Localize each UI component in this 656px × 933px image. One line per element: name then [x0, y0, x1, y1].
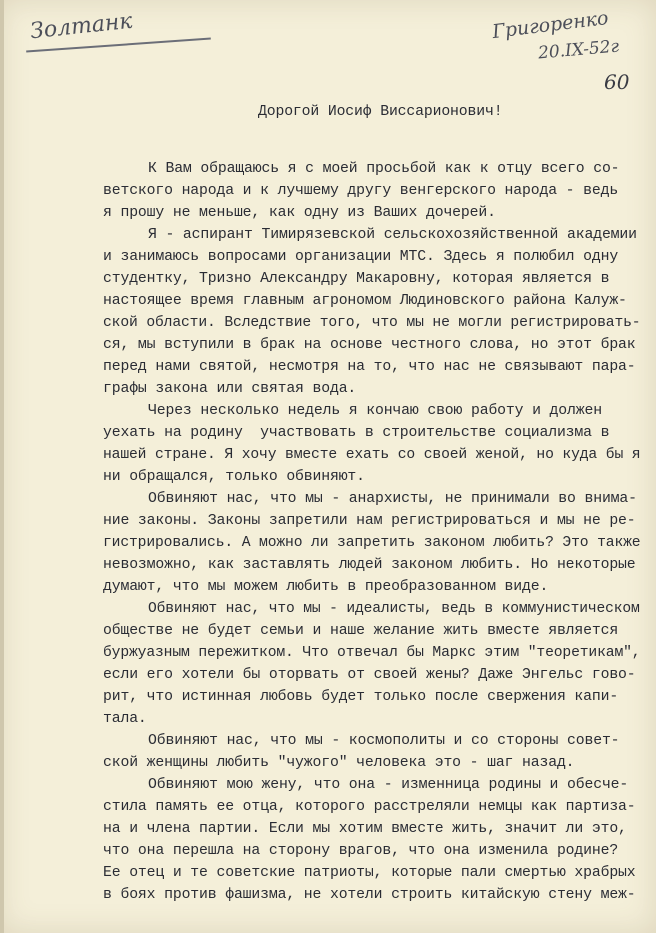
- text-line: обществе не будет семьи и наше желание жить вместе является: [103, 623, 619, 639]
- text-line: в боях против фашизма, не хотели строить китайскую стену меж-: [103, 887, 636, 903]
- text-line: ской области. Вследствие того, что мы не могли регистрировать-: [103, 315, 641, 331]
- text-line: К Вам обращаюсь я с моей просьбой как к отцу всего со-: [148, 161, 620, 177]
- page-edge: [0, 0, 4, 933]
- text-line: Обвиняют нас, что мы - идеалисты, ведь в коммунистическом: [148, 601, 640, 617]
- text-line: перед нами святой, несмотря на то, что нас не связывают пара-: [103, 359, 636, 375]
- text-line: невозможно, как заставлять людей законом любить. Но некоторые: [103, 557, 636, 573]
- text-line: Обвиняют мою жену, что она - изменница родины и обесче-: [148, 777, 629, 793]
- text-line: Обвиняют нас, что мы - космополиты и со стороны совет-: [148, 733, 620, 749]
- text-line: уехать на родину участвовать в строительстве социализма в: [103, 425, 610, 441]
- handwritten-note-left: Золтанк: [28, 8, 134, 45]
- text-line: Я - аспирант Тимирязевской сельскохозяйственной академии: [148, 227, 637, 243]
- text-line: ние законы. Законы запретили нам регистрироваться и мы не ре-: [103, 513, 636, 529]
- page-number: 60: [604, 70, 630, 94]
- text-line: и занимаюсь вопросами организации МТС. Здесь я полюбил одну: [103, 249, 619, 265]
- handwritten-note-right: Григоренко: [491, 6, 610, 44]
- text-line: нашей стране. Я хочу вместе ехать со своей женой, но куда бы я: [103, 447, 641, 463]
- text-line: если его хотели бы оторвать от своей жены? Даже Энгельс гово-: [103, 667, 636, 683]
- text-line: что она перешла на сторону врагов, что она изменила родине?: [103, 843, 619, 859]
- text-line: ся, мы вступили в брак на основе честного слова, но этот брак: [103, 337, 636, 353]
- text-line: тала.: [103, 711, 147, 727]
- text-line: ни обращался, только обвиняют.: [103, 469, 365, 485]
- text-line: стила память ее отца, которого расстреляли немцы как партиза-: [103, 799, 636, 815]
- text-line: на и члена партии. Если мы хотим вместе жить, значит ли это,: [103, 821, 627, 837]
- text-line: настоящее время главным агрономом Людиновского района Калуж-: [103, 293, 627, 309]
- text-line: Через несколько недель я кончаю свою работу и должен: [148, 403, 602, 419]
- text-line: рит, что истинная любовь будет только после свержения капи-: [103, 689, 619, 705]
- text-line: я прошу не меньше, как одну из Ваших дочерей.: [103, 205, 496, 221]
- text-line: ветского народа и к лучшему другу венгерского народа - ведь: [103, 183, 619, 199]
- text-line: думают, что мы можем любить в преобразованном виде.: [103, 579, 549, 595]
- text-line: ской женщины любить "чужого" человека это - шаг назад.: [103, 755, 575, 771]
- text-line: гистрировались. А можно ли запретить законом любить? Это также: [103, 535, 641, 551]
- text-line: Ее отец и те советские патриоты, которые пали смертью храбрых: [103, 865, 636, 881]
- salutation: Дорогой Иосиф Виссарионович!: [258, 104, 503, 120]
- text-line: студентку, Тризно Александру Макаровну, которая является в: [103, 271, 610, 287]
- text-line: графы закона или святая вода.: [103, 381, 357, 397]
- text-line: Обвиняют нас, что мы - анархисты, не принимали во внима-: [148, 491, 637, 507]
- text-line: буржуазным пережитком. Что отвечал бы Маркс этим "теоретикам",: [103, 645, 641, 661]
- handwritten-date: 20.IX-52г: [537, 36, 620, 64]
